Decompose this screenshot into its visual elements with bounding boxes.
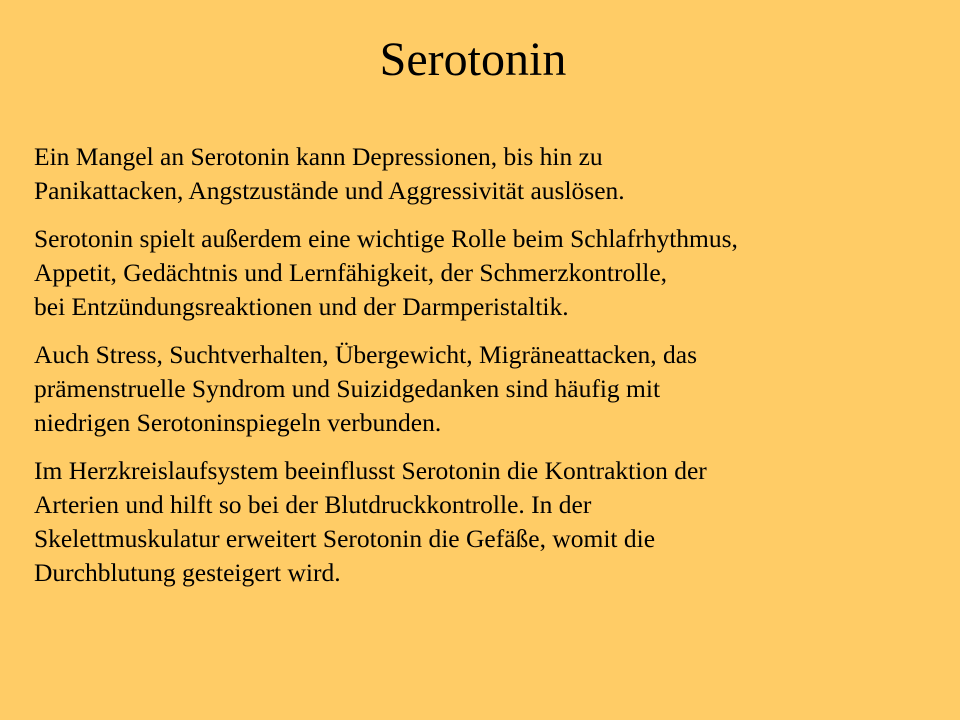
paragraph-line: bei Entzündungsreaktionen und der Darmperistaltik.	[34, 292, 569, 321]
paragraph-line: niedrigen Serotoninspiegeln verbunden.	[34, 408, 442, 437]
paragraph-2	[34, 222, 934, 324]
paragraph-line: Serotonin spielt außerdem eine wichtige Rolle beim Schlafrhythmus,	[34, 224, 738, 253]
slide-title: Serotonin	[379, 33, 567, 86]
paragraph-line: Auch Stress, Suchtverhalten, Übergewicht, Migräneattacken, das	[34, 340, 698, 369]
paragraph-4	[34, 454, 934, 590]
paragraph-line: Im Herzkreislaufsystem beeinflusst Serotonin die Kontraktion der	[34, 456, 707, 485]
paragraph-3	[34, 338, 934, 440]
slide-body	[34, 140, 934, 604]
paragraph-line: Skelettmuskulatur erweitert Serotonin die Gefäße, womit die	[34, 524, 656, 553]
paragraph-line: Panikattacken, Angstzustände und Aggressivität auslösen.	[34, 176, 625, 205]
paragraph-line: Appetit, Gedächtnis und Lernfähigkeit, der Schmerzkontrolle,	[34, 258, 668, 287]
paragraph-line: Arterien und hilft so bei der Blutdruckkontrolle. In der	[34, 490, 592, 519]
paragraph-line: Ein Mangel an Serotonin kann Depressionen, bis hin zu	[34, 142, 603, 171]
paragraph-1	[34, 140, 934, 208]
paragraph-line: Durchblutung gesteigert wird.	[34, 558, 341, 587]
paragraph-line: prämenstruelle Syndrom und Suizidgedanken sind häufig mit	[34, 374, 661, 403]
